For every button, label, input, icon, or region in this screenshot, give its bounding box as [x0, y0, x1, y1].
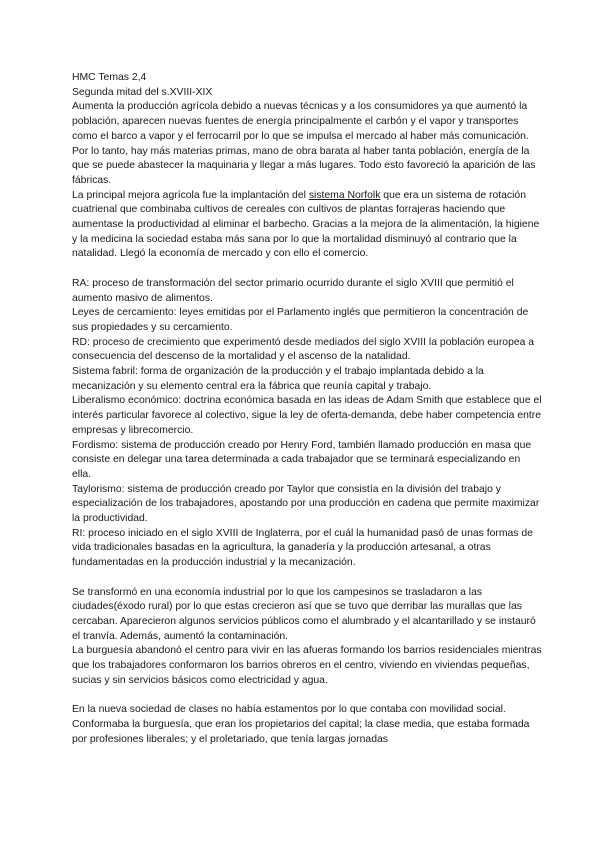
norfolk-text-before: La principal mejora agrícola fue la implantación del	[72, 189, 309, 201]
definition-ri: RI: proceso iniciado en el siglo XVIII de Inglaterra, por el cuál la humanidad pasó de unas formas de vida tradicionales basadas en la agricultura, la ganadería y la producción artesanal, a otras fundamentadas en la producción industrial y la mecanización.	[72, 527, 533, 569]
norfolk-link[interactable]: sistema Norfolk	[308, 189, 381, 201]
urban-paragraph-1: Se transformó en una economía industrial por lo que los campesinos se trasladaron a las ciudades(éxodo rural) por lo que estas crecieron así que se tuvo que derribar las murallas que las cercaban. Aparecieron algunos servicios públicos como el alumbrado y el alcantarillado y se instauró el tranvía. Además, aumentó la contaminación.	[72, 586, 536, 642]
definition-liberalismo: Liberalismo económico: doctrina económica basada en las ideas de Adam Smith que establece que el interés particular favorece al colectivo, sigue la ley de oferta-demanda, debe haber competencia entre empresas y librecomercio.	[72, 395, 542, 436]
definition-ra: RA: proceso de transformación del sector primario ocurrido durante el siglo XVIII que permitió el aumento masivo de alimentos.	[72, 277, 514, 304]
spacer	[72, 571, 542, 586]
intro-paragraph: Aumenta la producción agrícola debido a nuevas técnicas y a los consumidores ya que aumentó la población, aparecen nuevas fuentes de energía principalmente el carbón y el vapor y transportes como el barco a vapor y el ferrocarril por lo que se impulsa el mercado al haber más comunicación. Por lo tanto, hay más materias primas, mano de obra barata al haber tanta población, energía de la que se puede abastecer la maquinaria y llegar a más lugares. Todo esto favoreció la aparición de las fábricas.	[72, 101, 536, 186]
definition-taylorismo: Taylorismo: sistema de producción creado por Taylor que consistía en la división del trabajo y especialización de los trabajadores, apostando por una producción en cadena que permite maximizar la productividad.	[72, 483, 540, 525]
spacer	[72, 262, 542, 277]
norfolk-paragraph	[72, 189, 542, 263]
document-body	[72, 71, 542, 747]
urban-paragraph-2: La burguesía abandonó el centro para vivir en las afueras formando los barrios residenciales mientras que los trabajadores conformaron los barrios obreros en el centro, viviendo en viviendas pequeñas, sucias y sin servicios básicos como electricidad y agua.	[72, 645, 542, 686]
definition-rd: RD: proceso de crecimiento que experimentó desde mediados del siglo XVIII la población europea a consecuencia del descenso de la mortalidad y el ascenso de la natalidad.	[72, 336, 535, 363]
norfolk-text-after: que era un sistema de rotación cuatrienal que combinaba cultivos de cereales con cultivos de plantas forrajeras haciendo que aumentase la productividad al eliminar el barbecho. Gracias a la mejora de la alimentación, la higiene y la medicina la sociedad estaba más sana por lo que la mortalidad disminuyó al contrario que la natalidad. Llegó la economía de mercado y con ello el comercio.	[72, 189, 540, 260]
course-title: HMC Temas 2,4	[72, 72, 147, 83]
definition-fordismo: Fordismo: sistema de producción creado por Henry Ford, también llamado producción en masa que consiste en delegar una tarea determinada a cada trabajador que se terminará especializando en ella.	[72, 439, 532, 480]
definition-leyes-cercamiento: Leyes de cercamiento: leyes emitidas por el Parlamento inglés que permitieron la concentración de sus propiedades y su cercamiento.	[72, 307, 529, 333]
period-subtitle: Segunda mitad del s.XVIII-XIX	[72, 86, 213, 98]
society-paragraph: En la nueva sociedad de clases no había estamentos por lo que contaba con movilidad social. Conformaba la burguesía, que eran los propietarios del capital; la clase media, que estaba formada por profesiones liberales; y el proletariado, que tenía largas jornadas	[72, 704, 530, 745]
definition-sistema-fabril: Sistema fabril: forma de organización de la producción y el trabajo implantada debido a la mecanización y su elemento central era la fábrica que reunía capital y trabajo.	[72, 366, 484, 392]
spacer	[72, 689, 542, 704]
